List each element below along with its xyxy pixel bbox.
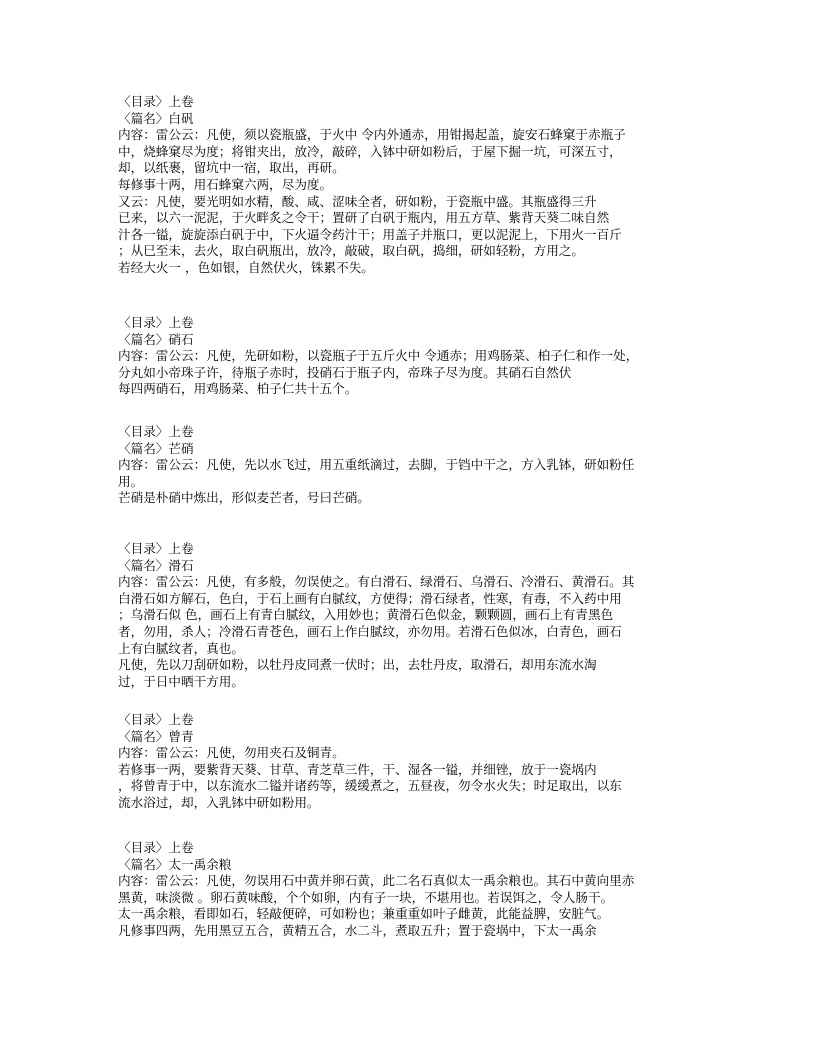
content-line: 每修事十两，用石蜂窠六两，尽为度。: [118, 176, 333, 192]
content-line: 若经大火一 ，色如银，自然伏火，铢累不失。: [118, 259, 374, 275]
content-line: 流水浴过，却，入乳钵中研如粉用。: [118, 794, 320, 810]
content-line: 内容：雷公云：凡使，有多般，勿误使之。有白滑石、绿滑石、乌滑石、冷滑石、黄滑石。其: [118, 574, 635, 590]
content-line: 内容：雷公云：凡使，勿用夹石及铜青。: [118, 745, 345, 761]
content-line: ，将曾青于中，以东流水二镒并诸药等，缓缓煮之，五昼夜，勿令水火失；时足取出，以东: [118, 778, 622, 794]
entry-section: [118, 712, 718, 812]
content-line: 又云：凡使，要光明如水精，酸、咸、涩味全者，研如粉，于瓷瓶中盛。其瓶盛得三升: [118, 193, 597, 209]
content-line: 分丸如小帝珠子许，待瓶子赤时，投硝石于瓶子内，帝珠子尽为度。其硝石自然伏: [118, 364, 572, 380]
content-line: 白滑石如方解石，色白，于石上画有白腻纹，方使得；滑石绿者，性寒，有毒，不入药中用: [118, 590, 622, 606]
content-line: 内容：雷公云：凡使，先以水飞过，用五重纸滴过，去脚，于铛中干之，方入乳钵，研如粉任: [118, 457, 635, 473]
content-line: 过，于日中晒干方用。: [118, 673, 244, 689]
content-line: ；从巳至未，去火，取白矾瓶出，放冷，敲破，取白矾，捣细，研如轻粉，方用之。: [118, 243, 584, 259]
content-line: 上有白腻纹者，真也。: [118, 640, 244, 656]
content-line: 却，以纸裹，留坑中一宿，取出，再研。: [118, 160, 345, 176]
content-line: 内容：雷公云：凡使，须以瓷瓶盛，于火中 令内外通赤，用钳揭起盖，旋安石蜂窠于赤瓶子: [118, 127, 626, 143]
content-line: 每四两硝石，用鸡肠菜、柏子仁共十五个。: [118, 381, 358, 397]
content-line: 黑黄，味淡微 。卵石黄味酸，个个如卵，内有子一块，不堪用也。若误饵之，令人肠干。: [118, 889, 614, 905]
content-line: 已来，以六一泥泥，于火畔炙之令干；置研了白矾于瓶内，用五方草、紫背天葵二味自然: [118, 210, 610, 226]
entry-section: [118, 840, 718, 940]
catalog-label: 〈目录〉上卷: [118, 94, 194, 109]
content-line: 芒硝是朴硝中炼出，形似麦芒者，号曰芒硝。: [118, 490, 370, 506]
catalog-label: 〈目录〉上卷: [118, 712, 194, 727]
content-line: 若修事一两，要紫背天葵、甘草、青芝草三件，干、湿各一镒，并细锉，放于一瓷埚内: [118, 761, 597, 777]
entry-title: 〈篇名〉硝石: [118, 331, 194, 347]
catalog-label: 〈目录〉上卷: [118, 424, 194, 439]
catalog-label: 〈目录〉上卷: [118, 840, 194, 855]
content-line: 内容：雷公云：凡使，勿误用石中黄并卵石黄，此二名石真似太一禹余粮也。其石中黄向里赤: [118, 873, 635, 889]
content-line: 者，勿用，杀人；冷滑石青苍色，画石上作白腻纹，亦勿用。若滑石色似冰，白青色，画石: [118, 623, 622, 639]
entry-title: 〈篇名〉滑石: [118, 557, 194, 573]
content-line: 凡使，先以刀刮研如粉，以牡丹皮同煮一伏时；出，去牡丹皮，取滑石，却用东流水淘: [118, 657, 597, 673]
content-line: 用。: [118, 473, 144, 489]
catalog-label: 〈目录〉上卷: [118, 315, 194, 330]
entry-section: [118, 541, 718, 690]
content-line: 太一禹余粮，看即如石，轻敲便碎，可如粉也；兼重重如叶子雌黄，此能益脾，安脏气。: [118, 906, 610, 922]
entry-section: [118, 315, 718, 398]
content-line: 中，烧蜂窠尽为度；将钳夹出，放冷，敲碎，入钵中研如粉后，于屋下掘一坑，可深五寸，: [118, 143, 622, 159]
entry-title: 〈篇名〉太一禹余粮: [118, 856, 232, 872]
content-line: 汁各一镒，旋旋添白矾于中，下火逼令药汁干；用盖子并瓶口，更以泥泥上，下用火一百斤: [118, 226, 622, 242]
entry-section: [118, 424, 718, 507]
content-line: ；乌滑石似 色，画石上有青白腻纹，入用妙也；黄滑石色似金，颗颗圆，画石上有青黑色: [118, 607, 614, 623]
entry-section: [118, 94, 718, 277]
content-line: 内容：雷公云：凡使，先研如粉，以瓷瓶子于五斤火中 令通赤；用鸡肠菜、柏子仁和作一处，: [118, 348, 639, 364]
entry-title: 〈篇名〉曾青: [118, 728, 194, 744]
entry-title: 〈篇名〉芒硝: [118, 440, 194, 456]
entry-title: 〈篇名〉白矾: [118, 110, 194, 126]
content-line: 凡修事四两，先用黑豆五合，黄精五合，水二斗，煮取五升；置于瓷埚中，下太一禹余: [118, 922, 597, 938]
catalog-label: 〈目录〉上卷: [118, 541, 194, 556]
